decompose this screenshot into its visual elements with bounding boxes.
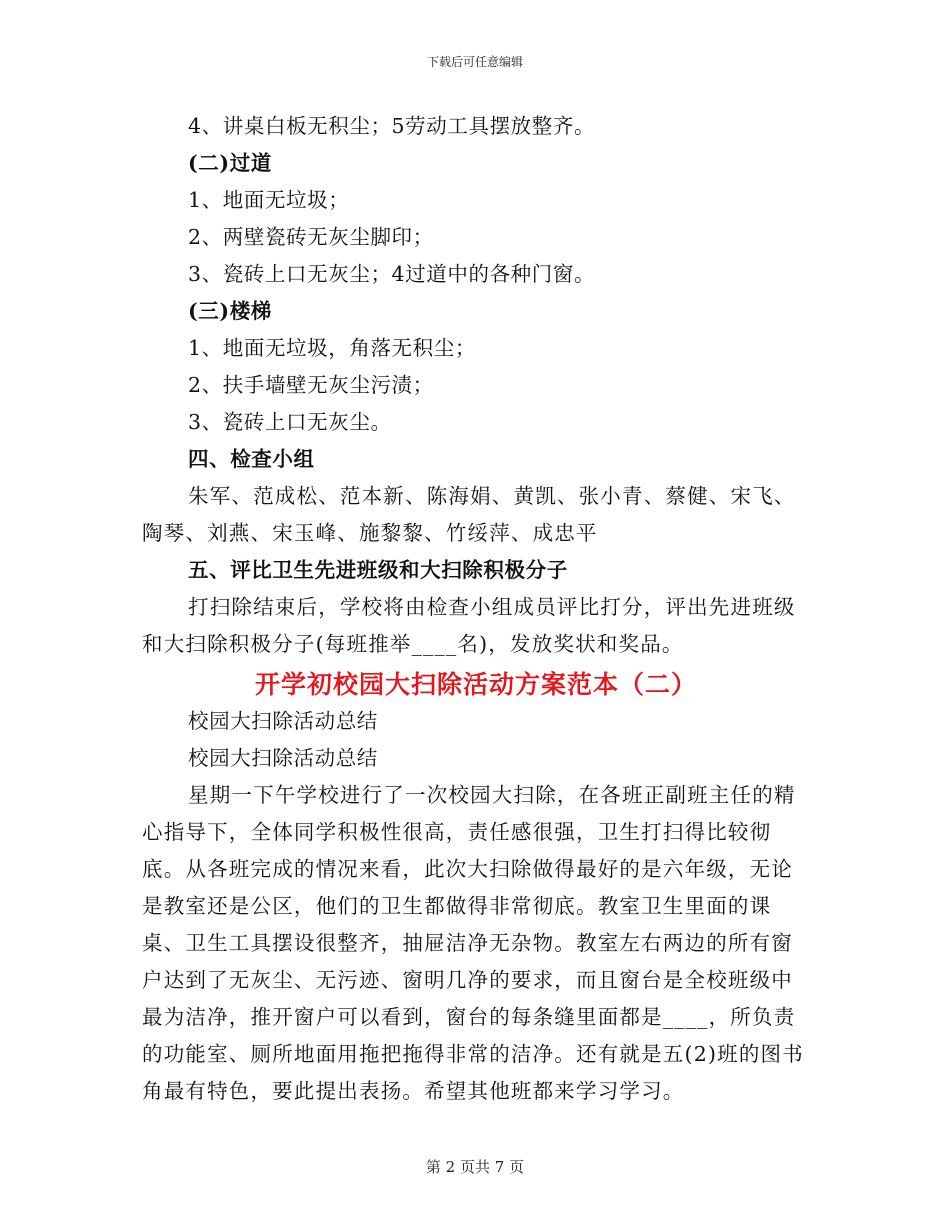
page-content xyxy=(142,108,810,1110)
section-heading: (二)过道 xyxy=(188,151,272,175)
list-item: 3、瓷砖上口无灰尘；4过道中的各种门窗。 xyxy=(188,262,596,286)
list-item: 3、瓷砖上口无灰尘。 xyxy=(188,410,392,434)
paragraph-summary: 星期一下午学校进行了一次校园大扫除，在各班正副班主任的精心指导下，全体同学积极性很高，责任感很强，卫生打扫得比较彻底。从各班完成的情况来看，此次大扫除做得最好的是六年级，无论是教室还是公区，他们的卫生都做得非常彻底。教室卫生里面的课桌、卫生工具摆设很整齐，抽屉洁净无杂物。教室左右两边的所有窗户达到了无灰尘、无污迹、窗明几净的要求，而且窗台是全校班级中最为洁净，推开窗户可以看到，窗台的每条缝里面都是____，所负责的功能室、厕所地面用拖把拖得非常的洁净。还有就是五(2)班的图书角最有特色，要此提出表扬。希望其他班都来学习学习。 xyxy=(142,783,804,1103)
section-heading: 四、检查小组 xyxy=(188,447,315,471)
subtitle: 校园大扫除活动总结 xyxy=(188,709,378,733)
list-item: 2、两壁瓷砖无灰尘脚印； xyxy=(188,225,434,249)
section-heading: (三)楼梯 xyxy=(188,299,272,323)
document-title: 开学初校园大扫除活动方案范本（二） xyxy=(254,670,697,699)
list-item: 2、扶手墙壁无灰尘污渍； xyxy=(188,373,434,397)
subtitle: 校园大扫除活动总结 xyxy=(188,746,378,770)
list-item: 1、地面无垃圾，角落无积尘； xyxy=(188,336,476,360)
list-item: 1、地面无垃圾； xyxy=(188,188,350,212)
paragraph-members: 朱军、范成松、范本新、陈海娟、黄凯、张小青、蔡健、宋飞、陶琴、刘燕、宋玉峰、施黎黎、竹绥萍、成忠平 xyxy=(142,484,796,545)
list-item: 4、讲桌白板无积尘；5劳动工具摆放整齐。 xyxy=(188,114,596,138)
section-heading: 五、评比卫生先进班级和大扫除积极分子 xyxy=(188,558,568,582)
paragraph-award: 打扫除结束后，学校将由检查小组成员评比打分，评出先进班级和大扫除积极分子(每班推举____名)，发放奖状和奖品。 xyxy=(142,595,796,656)
page-header: 下载后可任意编辑 xyxy=(426,55,523,69)
page-footer: 第 2 页共 7 页 xyxy=(425,1158,525,1176)
